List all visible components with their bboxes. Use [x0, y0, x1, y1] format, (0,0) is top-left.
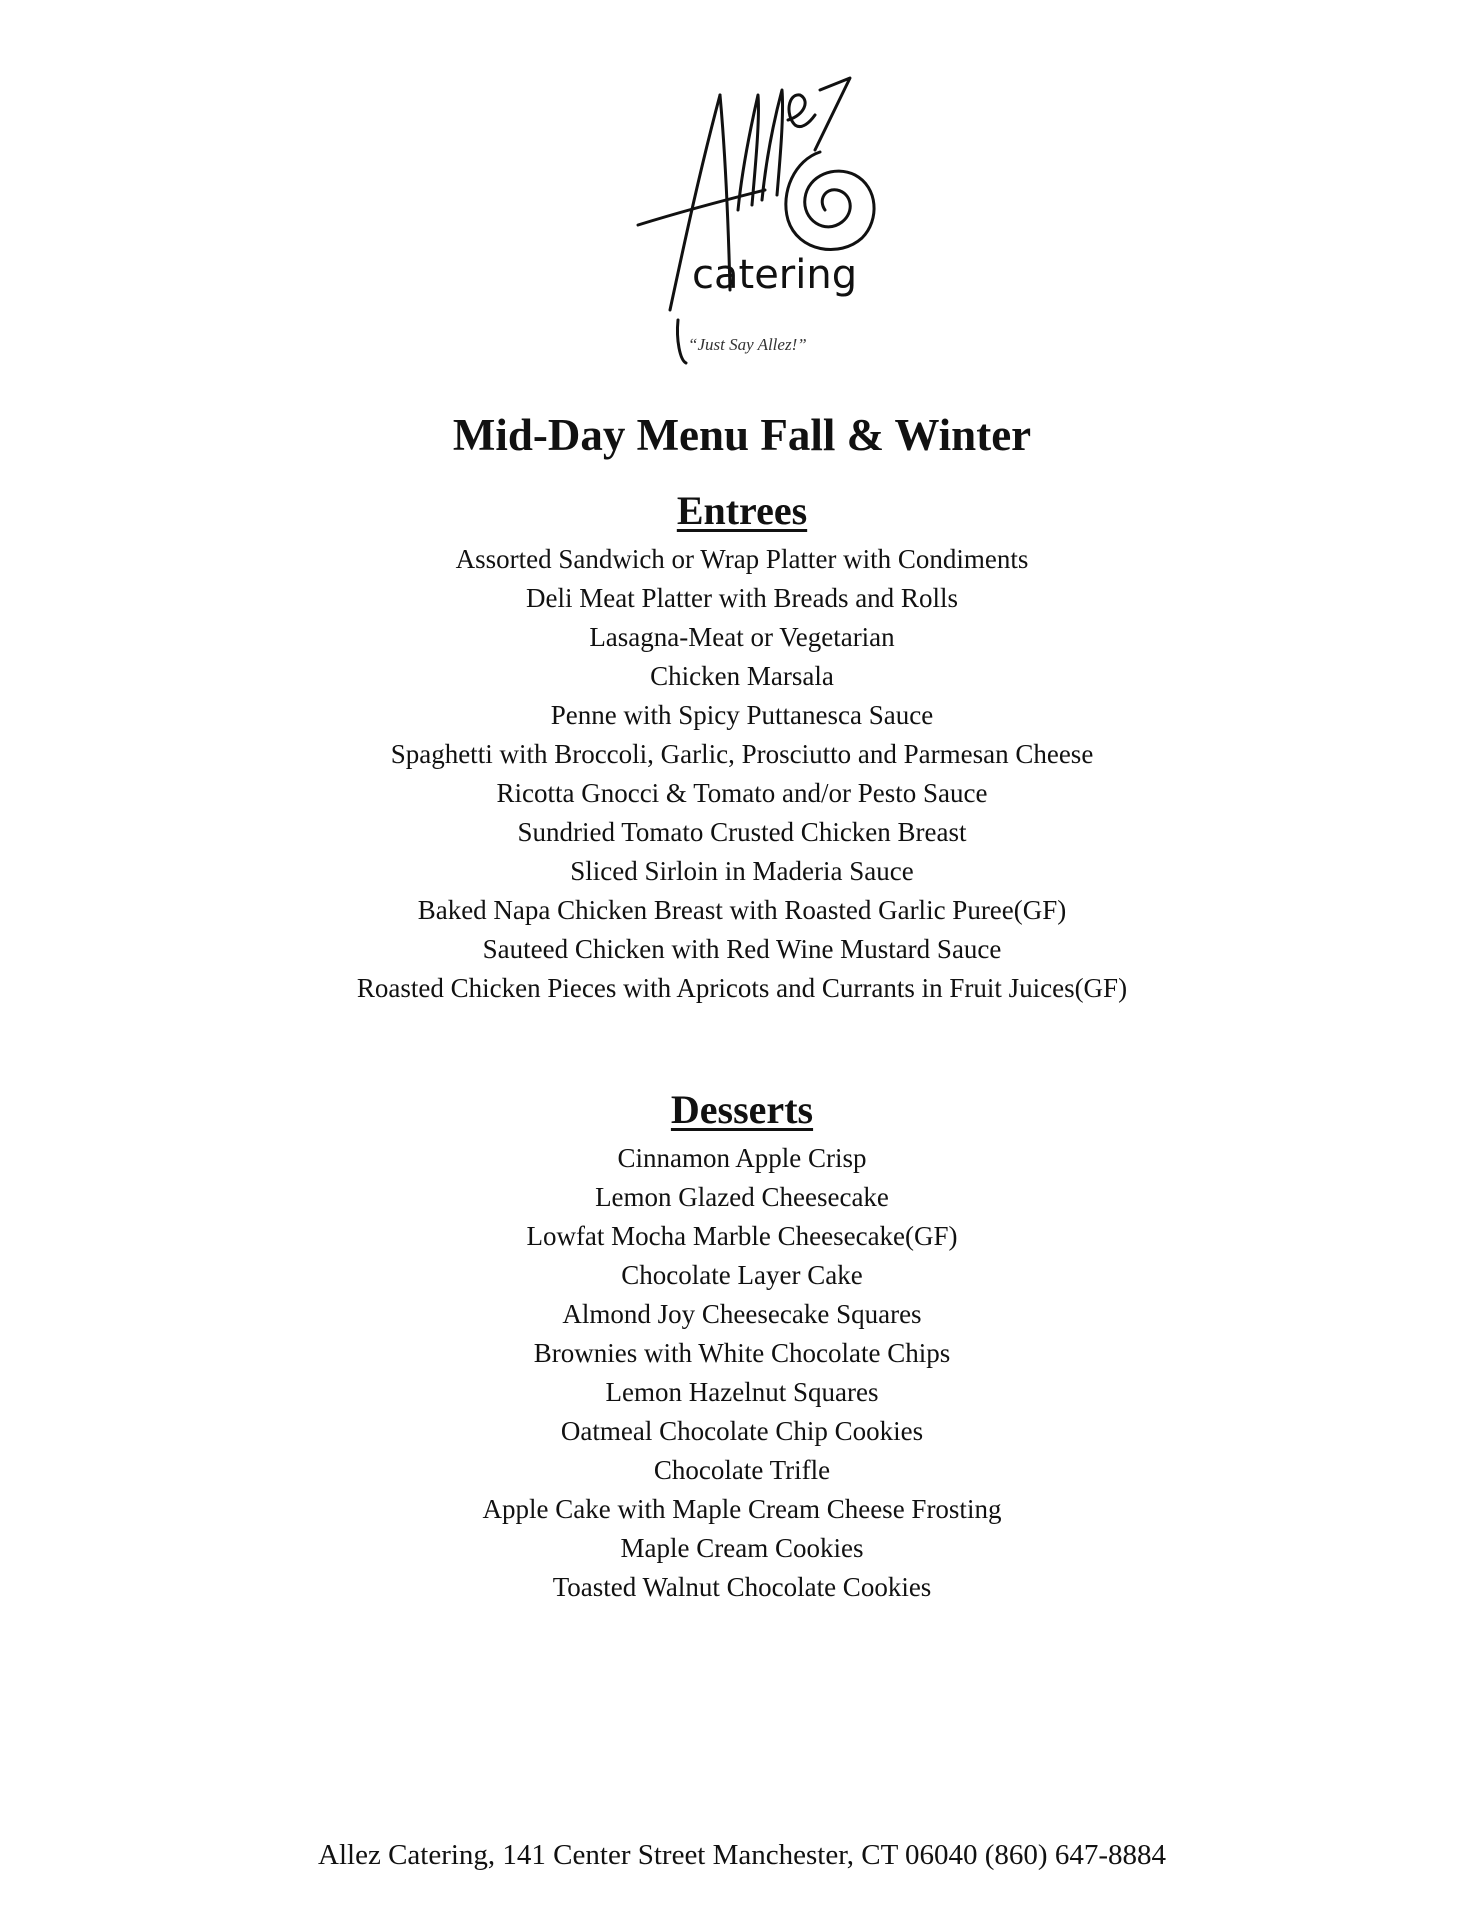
entree-item: Penne with Spicy Puttanesca Sauce	[550, 700, 934, 730]
logo-catering-text: catering	[692, 252, 858, 298]
dessert-item: Maple Cream Cookies	[620, 1533, 864, 1563]
dessert-item: Lowfat Mocha Marble Cheesecake(GF)	[526, 1221, 958, 1251]
page-title: Mid-Day Menu Fall & Winter	[452, 410, 1032, 460]
dessert-item: Lemon Glazed Cheesecake	[595, 1182, 889, 1212]
entree-item: Roasted Chicken Pieces with Apricots and Currants in Fruit Juices(GF)	[356, 973, 1128, 1003]
entree-item: Sauteed Chicken with Red Wine Mustard Sauce	[482, 934, 1002, 964]
entree-item: Lasagna-Meat or Vegetarian	[589, 622, 895, 652]
dessert-item: Oatmeal Chocolate Chip Cookies	[560, 1416, 924, 1446]
entree-item: Baked Napa Chicken Breast with Roasted Garlic Puree(GF)	[417, 895, 1067, 925]
logo-graphic	[630, 60, 910, 370]
logo-tagline: “Just Say Allez!”	[688, 335, 807, 354]
dessert-item: Toasted Walnut Chocolate Cookies	[552, 1572, 932, 1602]
dessert-item: Apple Cake with Maple Cream Cheese Frosting	[482, 1494, 1002, 1524]
entree-item: Chicken Marsala	[650, 661, 834, 691]
entree-item: Sliced Sirloin in Maderia Sauce	[570, 856, 914, 886]
entrees-list	[0, 540, 1484, 1008]
entree-item: Assorted Sandwich or Wrap Platter with Condiments	[455, 544, 1029, 574]
dessert-item: Cinnamon Apple Crisp	[617, 1143, 867, 1173]
desserts-list	[0, 1139, 1484, 1607]
allez-catering-logo	[630, 60, 910, 370]
entrees-heading: Entrees	[676, 488, 808, 533]
dessert-item: Lemon Hazelnut Squares	[605, 1377, 879, 1407]
entree-item: Spaghetti with Broccoli, Garlic, Prosciutto and Parmesan Cheese	[390, 739, 1094, 769]
dessert-item: Almond Joy Cheesecake Squares	[562, 1299, 922, 1329]
entree-item: Ricotta Gnocci & Tomato and/or Pesto Sauce	[496, 778, 988, 808]
footer-address: Allez Catering, 141 Center Street Manchester, CT 06040 (860) 647-8884	[318, 1839, 1166, 1871]
desserts-heading: Desserts	[670, 1087, 814, 1132]
entree-item: Deli Meat Platter with Breads and Rolls	[526, 583, 958, 613]
entree-item: Sundried Tomato Crusted Chicken Breast	[517, 817, 967, 847]
dessert-item: Chocolate Layer Cake	[621, 1260, 863, 1290]
desserts-section	[0, 1087, 1484, 1607]
dessert-item: Brownies with White Chocolate Chips	[533, 1338, 951, 1368]
entrees-section	[0, 488, 1484, 1008]
dessert-item: Chocolate Trifle	[653, 1455, 831, 1485]
